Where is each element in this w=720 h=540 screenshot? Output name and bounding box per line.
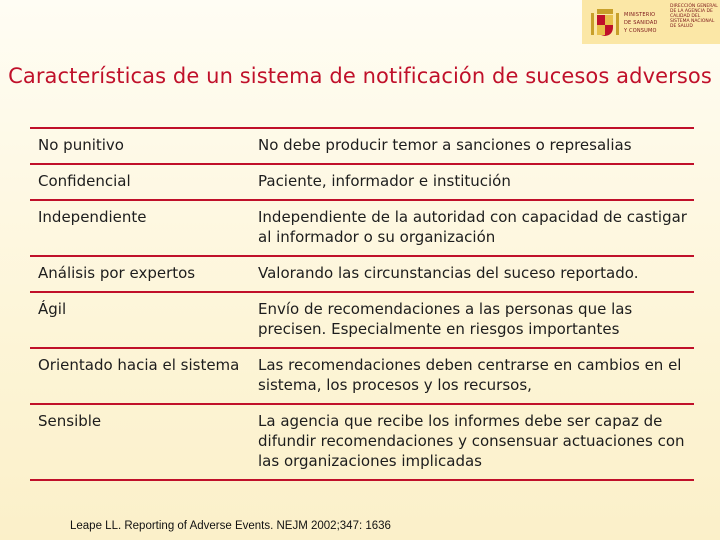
coat-of-arms-icon [588,5,622,39]
slide-title: Características de un sistema de notificación de sucesos adversos [8,64,712,88]
table-row [30,200,694,256]
ministry-name-line: MINISTERIO [624,12,656,18]
table-row [30,256,694,292]
table-row [30,348,694,404]
agency-name: DIRECCIÓN GENERAL DE LA AGENCIA DE CALIDAD DEL SISTEMA NACIONAL DE SALUD [670,4,718,29]
description-cell: Paciente, informador e institución [258,172,511,190]
description-cell: La agencia que recibe los informes debe ser capaz de difundir recomendaciones y consensuar actuaciones con las organizaciones implicadas [258,412,685,470]
ministry-name-line: Y CONSUMO [624,28,657,34]
term-cell: Independiente [38,208,147,226]
table-row [30,292,694,348]
table-row [30,164,694,200]
characteristics-table [30,127,694,481]
term-cell: Orientado hacia el sistema [38,356,240,374]
ministry-name-line: DE SANIDAD [624,20,658,26]
ministry-name [624,10,658,34]
table-row [30,404,694,480]
description-cell: Valorando las circunstancias del suceso reportado. [258,264,639,282]
term-cell: Confidencial [38,172,131,190]
description-cell: Las recomendaciones deben centrarse en cambios en el sistema, los procesos y los recursos, [258,356,682,394]
term-cell: No punitivo [38,136,124,154]
term-cell: Sensible [38,412,102,430]
table-row [30,128,694,164]
term-cell: Ágil [38,300,67,318]
ministry-logo [582,0,720,44]
description-cell: No debe producir temor a sanciones o represalias [258,136,632,154]
term-cell: Análisis por expertos [38,264,196,282]
reference-citation: Leape LL. Reporting of Adverse Events. NEJM 2002;347: 1636 [70,520,391,532]
description-cell: Envío de recomendaciones a las personas que las precisen. Especialmente en riesgos importantes [258,300,633,338]
description-cell: Independiente de la autoridad con capacidad de castigar al informador o su organización [258,208,687,246]
